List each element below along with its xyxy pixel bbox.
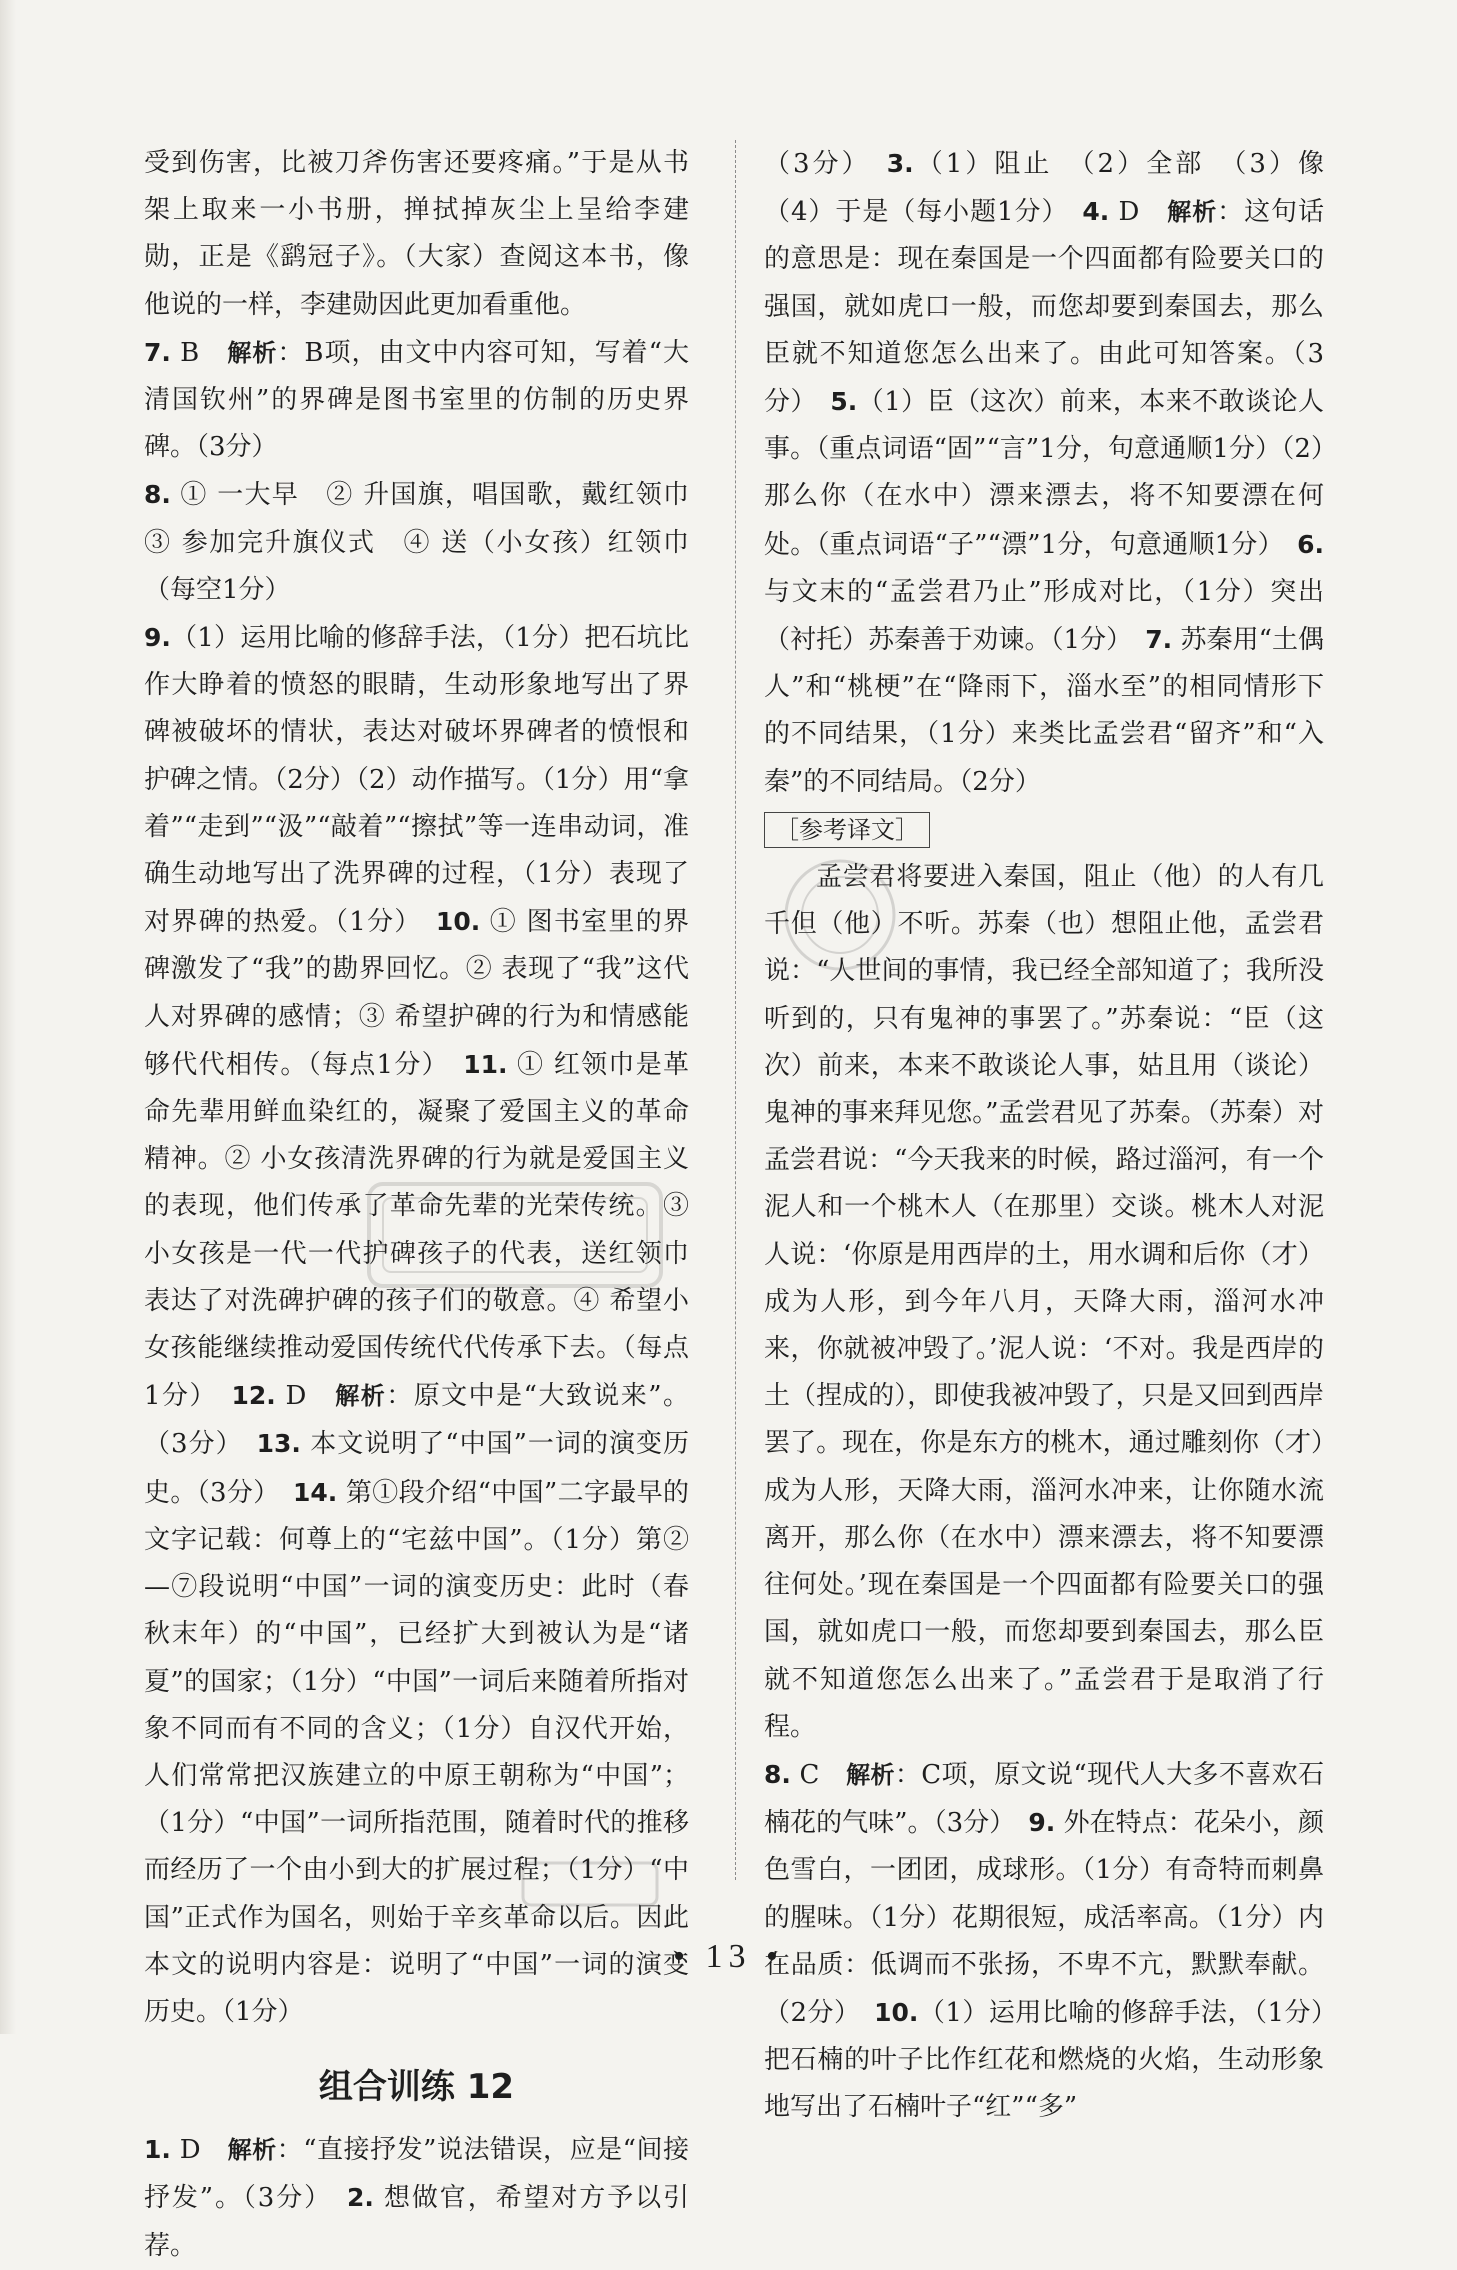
- question-number: 2.: [346, 2183, 374, 2213]
- question-number: 10.: [435, 907, 481, 937]
- reference-translation-label: ［参考译文］: [764, 812, 930, 848]
- analysis-keyword: 解析: [227, 2136, 277, 2165]
- question-number: 11.: [463, 1049, 508, 1079]
- answer-q8: 8. ① 一大早 ② 升国旗，唱国歌，戴红领巾 ③ 参加完升旗仪式 ④ 送（小女孩）红领巾（每空1分）: [144, 480, 716, 605]
- question-number: 1.: [144, 2135, 171, 2165]
- answer-q3-q7: （3分） 3.（1）阻止 （2）全部 （3）像 （4）于是（每小题1分） 4. D 解析：这句话的意思是：现在秦国是一个四面都有险要关口的强国，就如虎口一般，而您却要到秦国去，那么臣就不知道您怎么出来了。由此可知答案。（3分） 5.（1）臣（这次）前来，本来不敢谈论人事。（重点词语“固”“言”1分，句意通顺1分）（2）那么你（在水中）漂来漂去，将不知要漂在何处。（重点词语“子”“漂”1分，句意通顺1分） 6. 与文末的“孟尝君乃止”形成对比，（1分）突出（衬托）苏秦善于劝谏。（1分） 7. 苏秦用“土偶人”和“桃梗”在“降雨下，淄水至”的相同情形下的不同结果，（1分）来类比孟尝君“留齐”和“入秦”的不同结局。（2分）: [764, 149, 1351, 797]
- section-title: 组合训练 12: [318, 2067, 515, 2108]
- column-divider: [735, 140, 736, 1880]
- right-column: [764, 140, 1351, 2132]
- page-edge-shadow: [0, 0, 16, 2034]
- answer-q7: 7. B 解析：B项，由文中内容可知，写着“大清国钦州”的界碑是图书室里的仿制的历史界碑。（3分）: [144, 337, 689, 463]
- page-number: • 13 •: [673, 1938, 784, 1975]
- question-number: 5.: [830, 387, 858, 417]
- question-number: 7.: [144, 337, 171, 367]
- question-number: 13.: [256, 1429, 301, 1459]
- intro-paragraph: 受到伤害，比被刀斧伤害还要疼痛。”于是从书架上取来一小书册，掸拭掉灰尘上呈给李建勋，正是《鹞冠子》。（大家）查阅这本书，像他说的一样，李建勋因此更加看重他。: [144, 148, 689, 320]
- question-number: 9.: [144, 623, 171, 653]
- question-number: 8.: [764, 1759, 791, 1789]
- analysis-keyword: 解析: [846, 1760, 895, 1789]
- question-number: 3.: [886, 149, 914, 178]
- translation-paragraph: 孟尝君将要进入秦国，阻止（他）的人有几千但（他）不听。苏秦（也）想阻止他，孟尝君说：“人世间的事情，我已经全部知道了；我所没听到的，只有鬼神的事罢了。”苏秦说：“臣（这次）前来，本来不敢谈论人事，姑且用（谈论）鬼神的事来拜见您。”孟尝君见了苏秦。（苏秦）对孟尝君说：“今天我来的时候，路过淄河，有一个泥人和一个桃木人（在那里）交谈。桃木人对泥人说：‘你原是用西岸的土，用水调和后你（才）成为人形，到今年八月，天降大雨，淄河水冲来，你就被冲毁了。’泥人说：‘不对。我是西岸的土（捏成的），即使我被冲毁了，只是又回到西岸罢了。现在，你是东方的桃木，通过雕刻你（才）成为人形，天降大雨，淄河水冲来，让你随水流离开，那么你（在水中）漂来漂去，将不知要漂往何处。’现在秦国是一个四面都有险要关口的强国，就如虎口一般，而您却要到秦国去，那么臣就不知道您怎么出来了。”孟尝君于是取消了行程。: [764, 862, 1324, 1742]
- question-number: 8.: [144, 480, 171, 510]
- answer-s12-q1-q2: 1. D 解析：“直接抒发”说法错误，应是“间接抒发”。（3分） 2. 想做官，希望对方予以引荐。: [144, 2135, 690, 2261]
- question-number: 9.: [1028, 1808, 1056, 1838]
- analysis-keyword: 解析: [335, 1382, 387, 1411]
- question-number: 10.: [874, 1997, 919, 2027]
- question-number: 6.: [1297, 529, 1324, 559]
- question-number: 7.: [1145, 625, 1173, 655]
- question-number: 12.: [231, 1381, 276, 1411]
- answer-q9-q11: 9.（1）运用比喻的修辞手法，（1分）把石坑比作大睁着的愤怒的眼睛，生动形象地写出了界碑被破坏的情状，表达对破坏界碑者的愤恨和护碑之情。（2分）（2）动作描写。（1分）用“拿着”“走到”“汲”“敲着”“擦拭”等一连串动词，准确生动地写出了洗界碑的过程，（1分）表现了对界碑的热爱。（1分） 10. ① 图书室里的界碑激发了“我”的勘界回忆。② 表现了“我”这代人对界碑的感情；③ 希望护碑的行为和情感能够代代相传。（每点1分） 11. ① 红领巾是革命先辈用鲜血染红的，凝聚了爱国主义的革命精神。② 小女孩清洗界碑的行为就是爱国主义的表现，他们传承了革命先辈的光荣传统。③ 小女孩是一代一代护碑孩子的代表，送红领巾表达了对洗碑护碑的孩子们的敬意。④ 希望小女孩能继续推动爱国传统代代传承下去。（每点1分） 12. D 解析：原文中是“大致说来”。（3分） 13. 本文说明了“中国”一词的演变历史。（3分） 14. 第①段介绍“中国”二字最早的文字记载：何尊上的“宅兹中国”。（1分）第②—⑦段说明“中国”一词的演变历史：此时（春秋末年）的“中国”，已经扩大到被认为是“诸夏”的国家；（1分）“中国”一词后来随着所指对象不同而有不同的含义；（1分）自汉代开始，人们常常把汉族建立的中原王朝称为“中国”；（1分）“中国”一词所指范围，随着时代的推移而经历了一个由小到大的扩展过程；（1分）“中国”正式作为国名，则始于辛亥革命以后。因此本文的说明内容是：说明了“中国”一词的演变历史。（1分）: [144, 623, 689, 2027]
- answer-q8-q10: 8. C 解析：C项，原文说“现代人大多不喜欢石楠花的气味”。（3分） 9. 外在特点：花朵小，颜色雪白，一团团，成球形。（1分）有奇特而刺鼻的腥味。（1分）花期很短，成活率高。（1分）内在品质：低调而不张扬，不卑不亢，默默奉献。（2分） 10.（1）运用比喻的修辞手法，（1分）把石楠的叶子比作红花和燃烧的火焰，生动形象地写出了石楠叶子“红”“多”: [764, 1759, 1325, 2123]
- analysis-keyword: 解析: [227, 338, 278, 367]
- question-number: 4.: [1082, 197, 1110, 227]
- analysis-keyword: 解析: [1167, 198, 1218, 227]
- question-number: 14.: [292, 1477, 338, 1507]
